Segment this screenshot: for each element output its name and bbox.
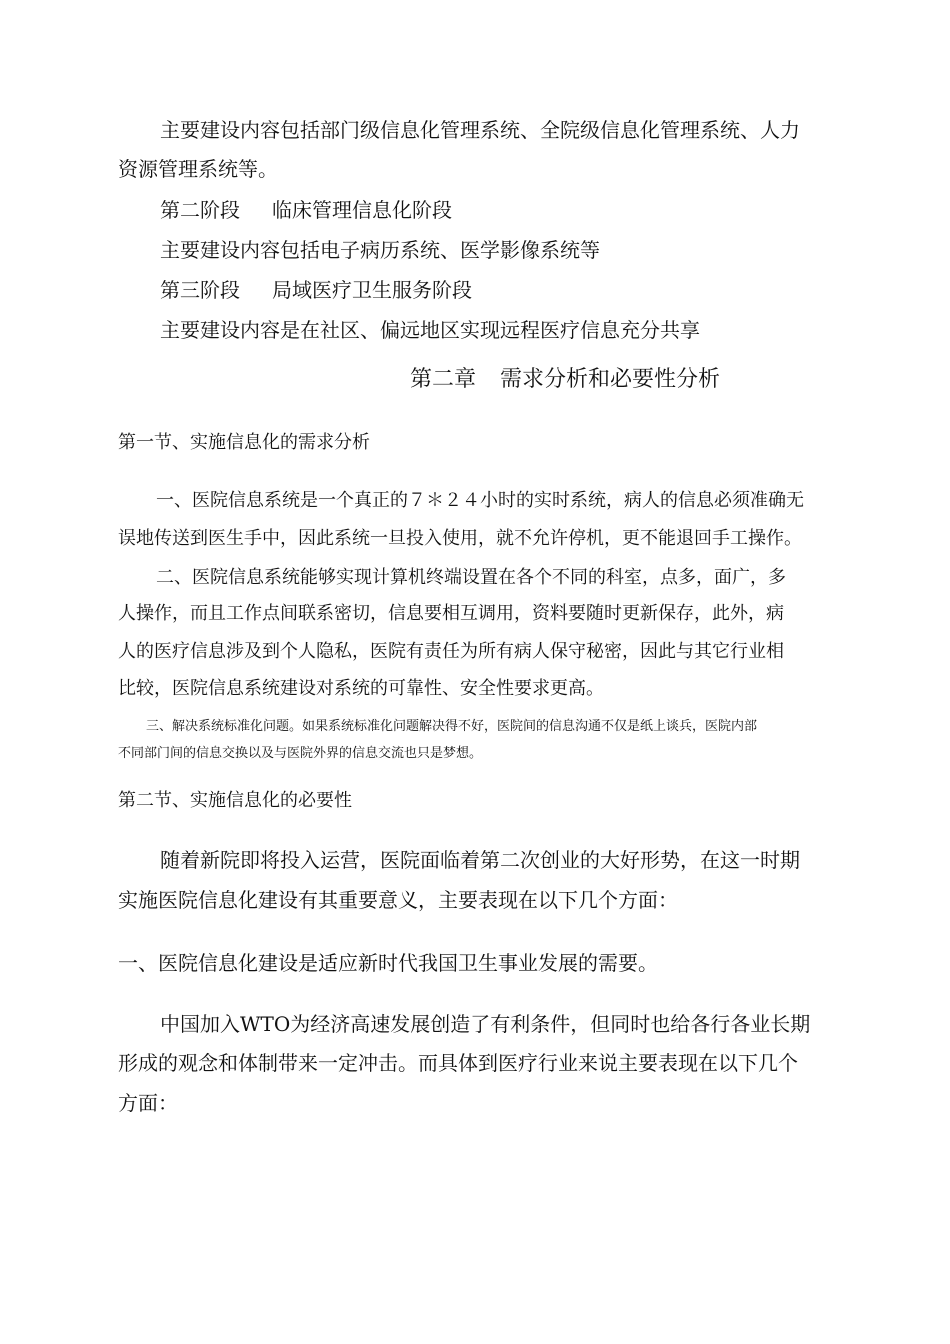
section-2-paragraph-1-line-1: 随着新院即将投入运营，医院面临着第二次创业的大好形势，在这一时期 [160, 848, 800, 872]
section-2-paragraph-1-line-2: 实施医院信息化建设有其重要意义，主要表现在以下几个方面： [118, 888, 678, 912]
section-1-item-3-line-2: 不同部门间的信息交换以及与医院外界的信息交流也只是梦想。 [118, 746, 483, 761]
section-1-item-1-line-1: 一、医院信息系统是一个真正的７＊２４小时的实时系统，病人的信息必须准确无 [156, 490, 804, 511]
intro-paragraph-line-2: 资源管理系统等。 [118, 157, 278, 181]
section-1-item-1-line-2: 误地传送到医生手中，因此系统一旦投入使用，就不允许停机，更不能退回手工操作。 [118, 528, 802, 549]
stage-3-content: 主要建设内容是在社区、偏远地区实现远程医疗信息充分共享 [160, 318, 700, 342]
stage-2-content: 主要建设内容包括电子病历系统、医学影像系统等 [160, 238, 600, 262]
chapter-title: 需求分析和必要性分析 [500, 367, 721, 392]
section-2-point-1: 一、医院信息化建设是适应新时代我国卫生事业发展的需要。 [118, 951, 658, 975]
section-1-heading: 第一节、实施信息化的需求分析 [118, 432, 370, 453]
chapter-heading [410, 369, 720, 391]
section-2-heading: 第二节、实施信息化的必要性 [118, 790, 352, 811]
section-1-item-2-line-2: 人操作，而且工作点间联系密切，信息要相互调用，资料要随时更新保存，此外，病 [118, 603, 784, 624]
section-2-paragraph-2-line-3: 方面： [118, 1091, 178, 1115]
stage-2-title: 临床管理信息化阶段 [272, 198, 452, 222]
stage-3-row [160, 280, 472, 300]
intro-paragraph-line-1: 主要建设内容包括部门级信息化管理系统、全院级信息化管理系统、人力 [160, 118, 800, 142]
section-1-item-2-line-1: 二、医院信息系统能够实现计算机终端设置在各个不同的科室，点多，面广，多 [156, 567, 786, 588]
stage-2-label: 第二阶段 [160, 198, 240, 222]
stage-3-title: 局域医疗卫生服务阶段 [272, 278, 472, 302]
section-2-paragraph-2-line-2: 形成的观念和体制带来一定冲击。而具体到医疗行业来说主要表现在以下几个 [118, 1051, 798, 1075]
stage-3-label: 第三阶段 [160, 278, 240, 302]
stage-2-row [160, 200, 452, 220]
section-1-item-2-line-3: 人的医疗信息涉及到个人隐私，医院有责任为所有病人保守秘密，因此与其它行业相 [118, 641, 784, 662]
chapter-number: 第二章 [410, 367, 477, 392]
section-1-item-2-line-4: 比较，医院信息系统建设对系统的可靠性、安全性要求更高。 [118, 678, 604, 699]
section-2-paragraph-2-line-1: 中国加入WTO为经济高速发展创造了有利条件，但同时也给各行各业长期 [160, 1012, 811, 1036]
section-1-item-3-line-1: 三、解决系统标准化问题。如果系统标准化问题解决得不好，医院间的信息沟通不仅是纸上谈兵，医院内部 [146, 719, 758, 734]
